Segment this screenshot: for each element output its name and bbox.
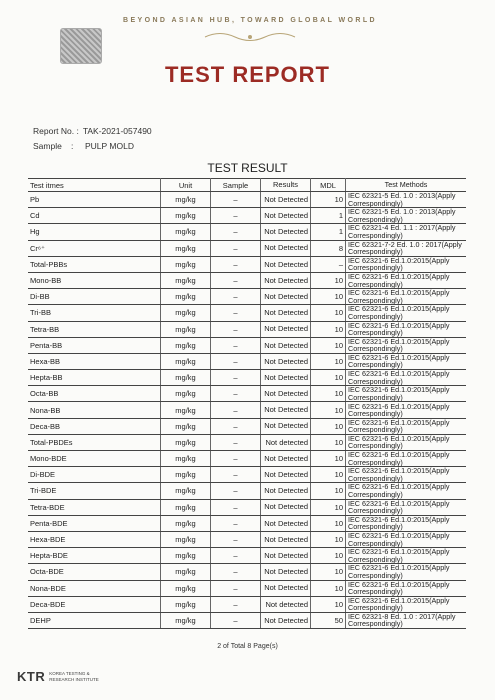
cell-test-item: Tetra-BDE: [28, 499, 161, 515]
cell-sample: –: [211, 208, 261, 224]
cell-unit: mg/kg: [161, 515, 211, 531]
cell-mdl: 50: [311, 612, 346, 628]
cell-mdl: 10: [311, 289, 346, 305]
cell-sample: –: [211, 596, 261, 612]
cell-test-method: IEC 62321-6 Ed.1.0:2015(Apply Correspondingly): [346, 418, 467, 434]
cell-mdl: 10: [311, 353, 346, 369]
cell-mdl: 10: [311, 483, 346, 499]
tagline: BEYOND ASIAN HUB, TOWARD GLOBAL WORLD: [123, 17, 377, 24]
cell-result: Not Detected: [261, 467, 311, 483]
cell-unit: mg/kg: [161, 418, 211, 434]
table-row: [28, 548, 466, 564]
cell-unit: mg/kg: [161, 612, 211, 628]
table-row: [28, 483, 466, 499]
table-row: [28, 370, 466, 386]
cell-mdl: 10: [311, 531, 346, 547]
cell-sample: –: [211, 434, 261, 450]
cell-result: Not Detected: [261, 353, 311, 369]
table-row: [28, 531, 466, 547]
cell-unit: mg/kg: [161, 580, 211, 596]
cell-mdl: 10: [311, 337, 346, 353]
cell-test-item: Cd: [28, 208, 161, 224]
cell-unit: mg/kg: [161, 434, 211, 450]
cell-sample: –: [211, 451, 261, 467]
cell-test-method: IEC 62321-6 Ed.1.0:2015(Apply Correspondingly): [346, 451, 467, 467]
cell-sample: –: [211, 612, 261, 628]
table-row: [28, 224, 466, 240]
cell-sample: –: [211, 305, 261, 321]
cell-unit: mg/kg: [161, 272, 211, 288]
table-row: [28, 515, 466, 531]
table-row: [28, 321, 466, 337]
cell-test-method: IEC 62321-6 Ed.1.0:2015(Apply Correspondingly): [346, 272, 467, 288]
hologram-seal-icon: [60, 28, 102, 64]
header-sample: Sample: [211, 179, 261, 192]
cell-unit: mg/kg: [161, 224, 211, 240]
cell-unit: mg/kg: [161, 305, 211, 321]
report-number-value: TAK-2021-057490: [82, 126, 152, 136]
cell-test-item: Octa-BB: [28, 386, 161, 402]
cell-result: Not Detected: [261, 321, 311, 337]
cell-mdl: 10: [311, 548, 346, 564]
cell-mdl: 10: [311, 192, 346, 208]
ornament-icon: [200, 30, 300, 44]
cell-sample: –: [211, 386, 261, 402]
cell-result: Not Detected: [261, 451, 311, 467]
report-number: [33, 126, 152, 136]
cell-sample: –: [211, 337, 261, 353]
table-row: [28, 451, 466, 467]
cell-mdl: 10: [311, 467, 346, 483]
table-row: [28, 596, 466, 612]
cell-unit: mg/kg: [161, 208, 211, 224]
cell-sample: –: [211, 467, 261, 483]
cell-test-method: IEC 62321-6 Ed.1.0:2015(Apply Correspondingly): [346, 499, 467, 515]
logo-line-2: RESEARCH INSTITUTE: [49, 676, 99, 682]
cell-test-method: IEC 62321-4 Ed. 1.1 : 2017(Apply Correspondingly): [346, 224, 467, 240]
logo-line-1: KOREA TESTING &: [49, 671, 90, 676]
cell-sample: –: [211, 548, 261, 564]
cell-sample: –: [211, 483, 261, 499]
cell-sample: –: [211, 192, 261, 208]
cell-unit: mg/kg: [161, 531, 211, 547]
cell-test-method: IEC 62321-6 Ed.1.0:2015(Apply Correspondingly): [346, 321, 467, 337]
cell-mdl: 10: [311, 305, 346, 321]
header-unit: Unit: [161, 179, 211, 192]
cell-test-item: Tri-BB: [28, 305, 161, 321]
cell-test-method: IEC 62321-8 Ed. 1.0 : 2017(Apply Correspondingly): [346, 612, 467, 628]
cell-mdl: 10: [311, 402, 346, 418]
cell-mdl: 10: [311, 321, 346, 337]
cell-test-method: IEC 62321-6 Ed.1.0:2015(Apply Correspondingly): [346, 386, 467, 402]
table-row: [28, 580, 466, 596]
table-header-row: [28, 179, 466, 192]
cell-unit: mg/kg: [161, 564, 211, 580]
table-row: [28, 289, 466, 305]
cell-result: Not Detected: [261, 580, 311, 596]
sample-label: Sample: [33, 141, 62, 151]
header-test-methods: Test Methods: [346, 179, 467, 192]
cell-test-item: Tetra-BB: [28, 321, 161, 337]
cell-result: Not Detected: [261, 337, 311, 353]
cell-test-method: IEC 62321-6 Ed.1.0:2015(Apply Correspondingly): [346, 305, 467, 321]
cell-test-method: IEC 62321-5 Ed. 1.0 : 2013(Apply Correspondingly): [346, 208, 467, 224]
cell-test-method: IEC 62321-6 Ed.1.0:2015(Apply Correspondingly): [346, 467, 467, 483]
cell-test-item: Deca-BB: [28, 418, 161, 434]
cell-mdl: 10: [311, 580, 346, 596]
cell-result: Not Detected: [261, 402, 311, 418]
cell-mdl: 10: [311, 272, 346, 288]
table-row: [28, 564, 466, 580]
cell-result: Not Detected: [261, 483, 311, 499]
cell-test-item: Penta-BDE: [28, 515, 161, 531]
cell-test-item: Deca-BDE: [28, 596, 161, 612]
cell-test-method: IEC 62321-6 Ed.1.0:2015(Apply Correspondingly): [346, 256, 467, 272]
cell-unit: mg/kg: [161, 467, 211, 483]
table-row: [28, 305, 466, 321]
cell-test-method: IEC 62321-6 Ed.1.0:2015(Apply Correspondingly): [346, 515, 467, 531]
cell-test-item: Hepta-BB: [28, 370, 161, 386]
cell-sample: –: [211, 580, 261, 596]
table-row: [28, 192, 466, 208]
cell-unit: mg/kg: [161, 321, 211, 337]
table-row: [28, 612, 466, 628]
cell-mdl: –: [311, 256, 346, 272]
cell-sample: –: [211, 515, 261, 531]
table-row: [28, 240, 466, 256]
cell-test-item: Nona-BB: [28, 402, 161, 418]
cell-result: Not detected: [261, 434, 311, 450]
cell-test-item: Octa-BDE: [28, 564, 161, 580]
cell-unit: mg/kg: [161, 353, 211, 369]
cell-sample: –: [211, 370, 261, 386]
cell-result: Not Detected: [261, 370, 311, 386]
cell-test-item: Mono-BB: [28, 272, 161, 288]
table-row: [28, 467, 466, 483]
cell-unit: mg/kg: [161, 548, 211, 564]
cell-unit: mg/kg: [161, 386, 211, 402]
table-row: [28, 386, 466, 402]
table-row: [28, 256, 466, 272]
cell-result: Not Detected: [261, 386, 311, 402]
cell-sample: –: [211, 402, 261, 418]
cell-result: Not Detected: [261, 272, 311, 288]
test-result-table: [28, 178, 466, 629]
cell-sample: –: [211, 418, 261, 434]
sample-separator: :: [71, 141, 74, 151]
cell-result: Not Detected: [261, 208, 311, 224]
cell-test-method: IEC 62321-6 Ed.1.0:2015(Apply Correspondingly): [346, 580, 467, 596]
cell-unit: mg/kg: [161, 451, 211, 467]
cell-sample: –: [211, 531, 261, 547]
cell-test-item: Hexa-BDE: [28, 531, 161, 547]
cell-test-item: Tri-BDE: [28, 483, 161, 499]
page-title: TEST REPORT: [164, 62, 330, 87]
ktr-logo: [17, 669, 99, 684]
cell-result: Not Detected: [261, 289, 311, 305]
cell-unit: mg/kg: [161, 289, 211, 305]
cell-unit: mg/kg: [161, 337, 211, 353]
report-number-label: Report No. :: [33, 126, 79, 136]
cell-sample: –: [211, 256, 261, 272]
sample-value: PULP MOLD: [85, 141, 134, 151]
cell-test-item: Hg: [28, 224, 161, 240]
cell-sample: –: [211, 321, 261, 337]
cell-unit: mg/kg: [161, 483, 211, 499]
cell-test-item: Total-PBBs: [28, 256, 161, 272]
cell-result: Not Detected: [261, 305, 311, 321]
cell-result: Not Detected: [261, 612, 311, 628]
cell-test-item: Penta-BB: [28, 337, 161, 353]
cell-unit: mg/kg: [161, 370, 211, 386]
cell-mdl: 10: [311, 499, 346, 515]
table-row: [28, 272, 466, 288]
header-test-items: Test itmes: [28, 179, 161, 192]
cell-sample: –: [211, 289, 261, 305]
cell-result: Not Detected: [261, 256, 311, 272]
cell-unit: mg/kg: [161, 256, 211, 272]
cell-mdl: 10: [311, 418, 346, 434]
table-row: [28, 402, 466, 418]
table-row: [28, 434, 466, 450]
cell-test-method: IEC 62321-6 Ed.1.0:2015(Apply Correspondingly): [346, 402, 467, 418]
table-row: [28, 418, 466, 434]
cell-mdl: 10: [311, 451, 346, 467]
cell-result: Not Detected: [261, 224, 311, 240]
cell-test-item: Total-PBDEs: [28, 434, 161, 450]
cell-sample: –: [211, 224, 261, 240]
cell-unit: mg/kg: [161, 402, 211, 418]
page-number: 2 of Total 8 Page(s): [217, 643, 278, 650]
cell-result: Not detected: [261, 596, 311, 612]
logo-mark: KTR: [17, 669, 46, 684]
cell-sample: –: [211, 564, 261, 580]
cell-test-item: Pb: [28, 192, 161, 208]
cell-unit: mg/kg: [161, 240, 211, 256]
cell-test-item: Di-BDE: [28, 467, 161, 483]
cell-unit: mg/kg: [161, 596, 211, 612]
cell-test-method: IEC 62321-5 Ed. 1.0 : 2013(Apply Correspondingly): [346, 192, 467, 208]
cell-mdl: 1: [311, 208, 346, 224]
table-row: [28, 353, 466, 369]
cell-result: Not Detected: [261, 418, 311, 434]
cell-test-item: Hexa-BB: [28, 353, 161, 369]
cell-test-method: IEC 62321-6 Ed.1.0:2015(Apply Correspondingly): [346, 596, 467, 612]
sample-info: [33, 141, 134, 151]
cell-result: Not Detected: [261, 240, 311, 256]
cell-result: Not Detected: [261, 548, 311, 564]
table-row: [28, 499, 466, 515]
cell-unit: mg/kg: [161, 192, 211, 208]
cell-result: Not Detected: [261, 499, 311, 515]
logo-text: [49, 671, 99, 682]
table-caption: TEST RESULT: [207, 161, 288, 175]
cell-mdl: 10: [311, 515, 346, 531]
cell-test-item: Nona-BDE: [28, 580, 161, 596]
header-mdl: MDL: [311, 179, 346, 192]
cell-mdl: 10: [311, 370, 346, 386]
cell-sample: –: [211, 353, 261, 369]
cell-test-method: IEC 62321-6 Ed.1.0:2015(Apply Correspondingly): [346, 370, 467, 386]
cell-test-item: Hepta-BDE: [28, 548, 161, 564]
cell-mdl: 10: [311, 564, 346, 580]
cell-test-method: IEC 62321-6 Ed.1.0:2015(Apply Correspondingly): [346, 289, 467, 305]
header-results: Results: [261, 179, 311, 192]
cell-test-method: IEC 62321-6 Ed.1.0:2015(Apply Correspondingly): [346, 564, 467, 580]
cell-mdl: 8: [311, 240, 346, 256]
cell-unit: mg/kg: [161, 499, 211, 515]
table-row: [28, 208, 466, 224]
cell-sample: –: [211, 272, 261, 288]
cell-mdl: 10: [311, 386, 346, 402]
cell-test-item: Cr⁶⁺: [28, 240, 161, 256]
cell-test-method: IEC 62321-7-2 Ed. 1.0 : 2017(Apply Correspondingly): [346, 240, 467, 256]
cell-test-item: Di-BB: [28, 289, 161, 305]
cell-mdl: 1: [311, 224, 346, 240]
cell-result: Not Detected: [261, 515, 311, 531]
cell-result: Not Detected: [261, 564, 311, 580]
cell-test-method: IEC 62321-6 Ed.1.0:2015(Apply Correspondingly): [346, 548, 467, 564]
cell-mdl: 10: [311, 434, 346, 450]
cell-test-method: IEC 62321-6 Ed.1.0:2015(Apply Correspondingly): [346, 483, 467, 499]
cell-test-method: IEC 62321-6 Ed.1.0:2015(Apply Correspondingly): [346, 434, 467, 450]
cell-sample: –: [211, 240, 261, 256]
cell-test-method: IEC 62321-6 Ed.1.0:2015(Apply Correspondingly): [346, 531, 467, 547]
cell-mdl: 10: [311, 596, 346, 612]
cell-test-method: IEC 62321-6 Ed.1.0:2015(Apply Correspondingly): [346, 337, 467, 353]
cell-test-item: Mono-BDE: [28, 451, 161, 467]
cell-result: Not Detected: [261, 531, 311, 547]
cell-test-method: IEC 62321-6 Ed.1.0:2015(Apply Correspondingly): [346, 353, 467, 369]
cell-result: Not Detected: [261, 192, 311, 208]
cell-sample: –: [211, 499, 261, 515]
table-row: [28, 337, 466, 353]
cell-test-item: DEHP: [28, 612, 161, 628]
